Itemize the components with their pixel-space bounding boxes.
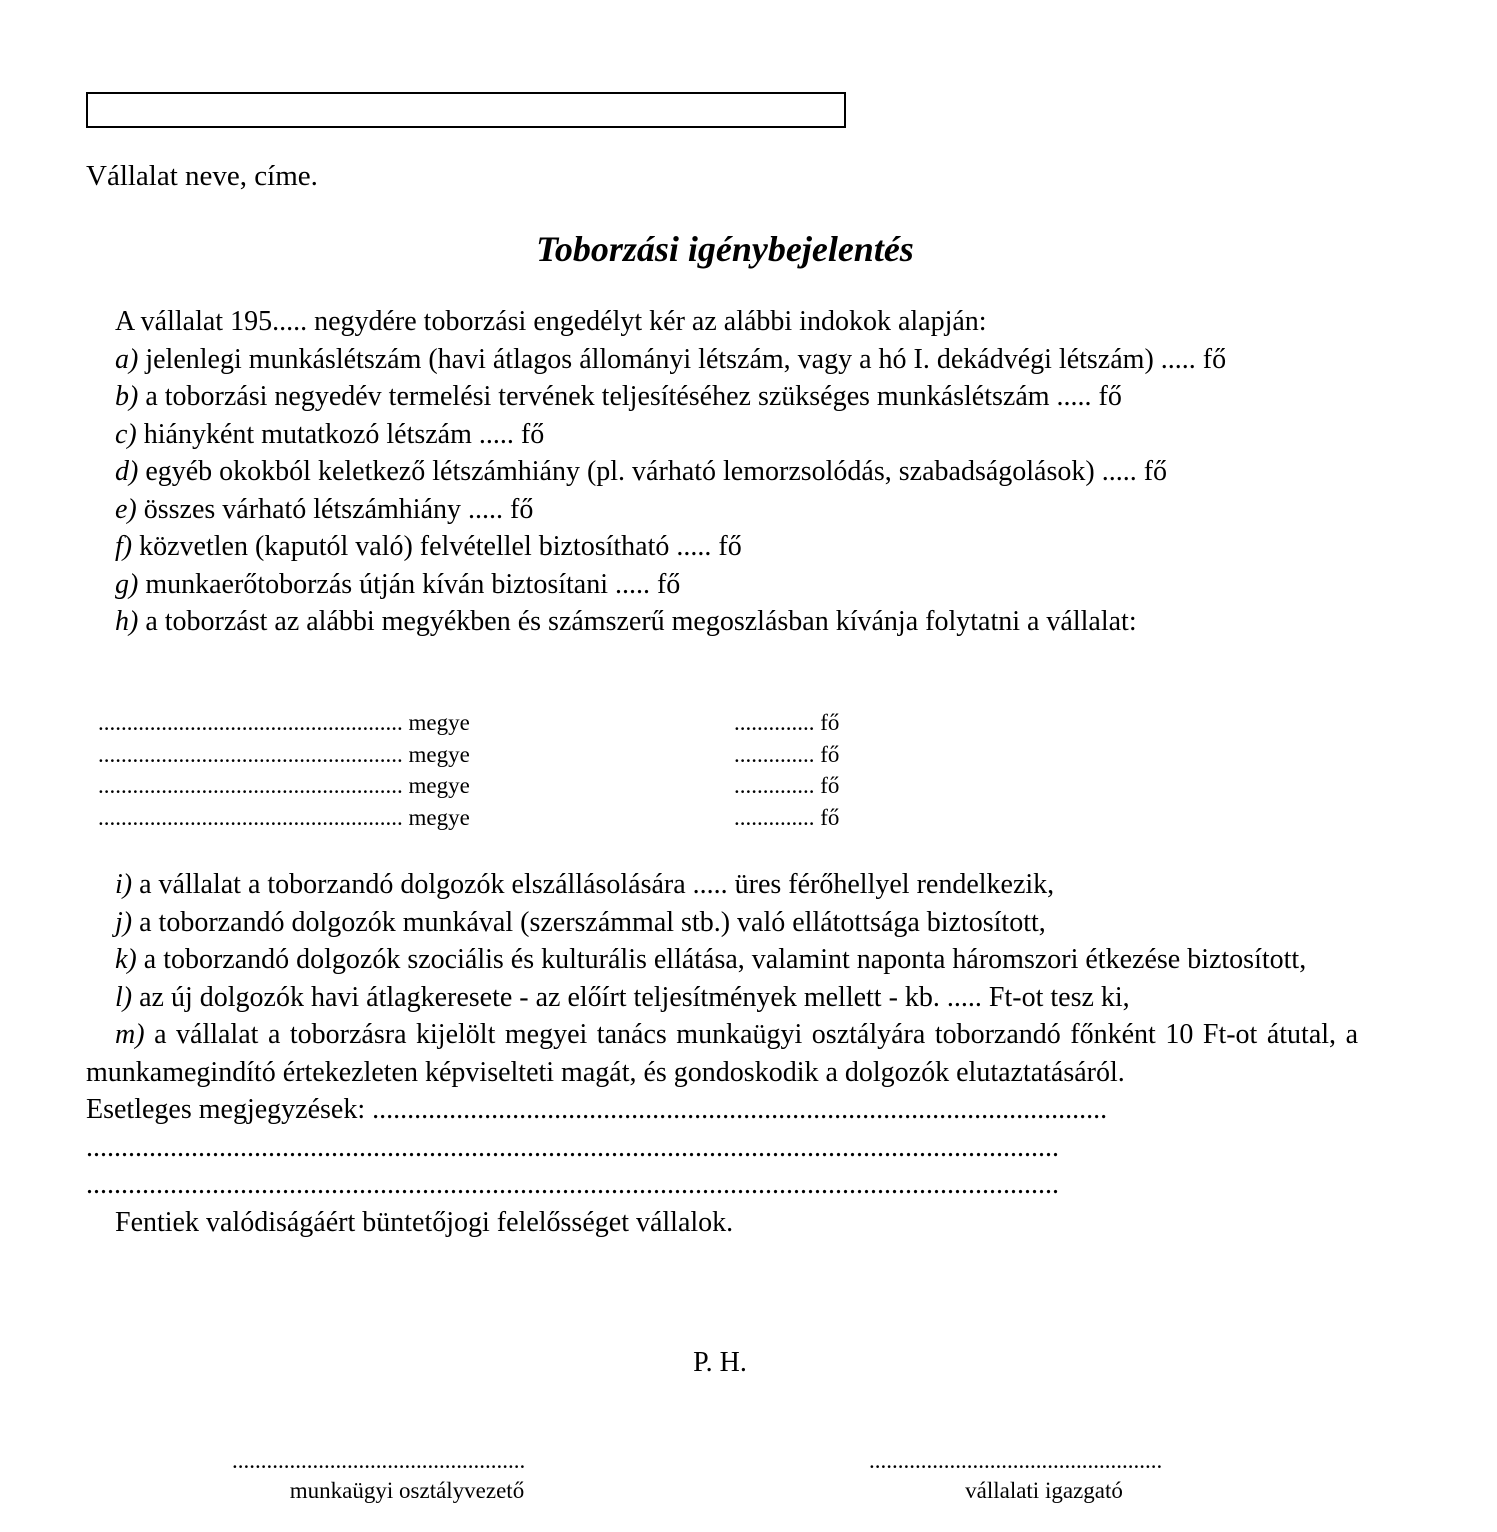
item-letter: e): [115, 493, 137, 525]
item-text: a toborzandó dolgozók szociális és kulturális ellátása, valamint naponta háromszori étkezése biztosított,: [136, 944, 1307, 975]
remarks-label: Esetleges megjegyzések:: [86, 1094, 373, 1125]
item-letter: l): [115, 981, 133, 1013]
item-text: munkaerőtoborzás útján kíván biztosítani ..... fő: [138, 568, 681, 600]
item-h: [86, 603, 1358, 641]
item-letter: g): [115, 568, 139, 600]
item-text: összes várható létszámhiány ..... fő: [136, 493, 534, 525]
signature-label-hr-manager: munkaügyi osztályvezető: [289, 1478, 525, 1503]
item-l: [86, 979, 1358, 1017]
item-text: a toborzási negyedév termelési tervének teljesítéséhez szükséges munkáslétszám ..... fő: [138, 381, 1122, 412]
county-count-field[interactable]: .............. fő: [734, 773, 840, 798]
intro-paragraph: A vállalat 195..... negydére toborzási engedélyt kér az alábbi indokok alapján:: [115, 306, 987, 337]
county-count-field[interactable]: .............. fő: [734, 741, 840, 767]
item-c: [86, 416, 1358, 454]
item-k: [86, 941, 1358, 979]
item-letter: d): [115, 456, 139, 487]
document-title: Toborzási igénybejelentés: [536, 229, 914, 269]
item-g: [86, 566, 1358, 604]
declaration-text: Fentiek valódiságáért büntetőjogi felelősséget vállalok.: [115, 1206, 734, 1238]
item-f: [86, 528, 1358, 566]
item-letter: c): [115, 418, 137, 450]
company-label: Vállalat neve, címe.: [86, 160, 318, 192]
county-count-field[interactable]: .............. fő: [734, 804, 840, 830]
item-letter: h): [115, 606, 139, 637]
item-letter: j): [115, 906, 133, 938]
county-count-field[interactable]: .............. fő: [734, 710, 840, 735]
signature-line-hr-manager[interactable]: ...................................................: [232, 1448, 526, 1473]
remarks-line: [86, 1091, 1358, 1129]
item-text: egyéb okokból keletkező létszámhiány (pl. várható lemorzsolódás, szabadságolások) ..... fő: [138, 456, 1168, 487]
item-text: jelenlegi munkáslétszám (havi átlagos állományi létszám, vagy a hó I. dekádvégi létszám) ..... fő: [138, 343, 1227, 375]
item-letter: f): [115, 531, 133, 562]
signature-line-director[interactable]: ...................................................: [869, 1448, 1163, 1473]
county-name-field[interactable]: ..................................................... megye: [98, 741, 470, 767]
item-e: [86, 491, 1358, 529]
item-text: a toborzást az alábbi megyékben és számszerű megoszlásban kívánja folytatni a vállalat:: [138, 606, 1137, 637]
item-text: közvetlen (kaputól való) felvétellel biztosítható ..... fő: [132, 531, 742, 562]
remarks-field-3[interactable]: ...........................................................................................................................................: [86, 1169, 1059, 1200]
item-letter: m): [115, 1019, 145, 1050]
remarks-field[interactable]: .........................................................................................................: [372, 1094, 1108, 1125]
item-a: [86, 341, 1358, 379]
item-text: hiányként mutatkozó létszám ..... fő: [136, 418, 545, 450]
county-name-field[interactable]: ..................................................... megye: [98, 773, 470, 798]
request-section-bottom: [86, 866, 1358, 1241]
item-m: [86, 1016, 1358, 1091]
item-letter: b): [115, 381, 139, 412]
company-name-field[interactable]: [86, 92, 846, 128]
stamp-placeholder: P. H.: [693, 1347, 747, 1378]
item-text: a vállalat a toborzásra kijelölt megyei tanács munkaügyi osztályára toborzandó főnként 10 Ft-ot átutal, a munkamegindító értekezleten képviselteti magát, és gondoskodik a dolgozók elutaztatásáról.: [86, 1019, 1358, 1088]
item-d: [86, 453, 1358, 491]
county-name-field[interactable]: ..................................................... megye: [98, 710, 470, 735]
item-letter: i): [115, 869, 133, 900]
item-text: a toborzandó dolgozók munkával (szerszámmal stb.) való ellátottsága biztosított,: [132, 906, 1046, 938]
item-b: [86, 378, 1358, 416]
item-j: [86, 904, 1358, 942]
item-i: [86, 866, 1358, 904]
item-text: az új dolgozók havi átlagkeresete - az előírt teljesítmények mellett - kb. ..... Ft-ot tesz ki,: [132, 981, 1130, 1013]
item-text: a vállalat a toborzandó dolgozók elszállásolására ..... üres férőhellyel rendelkezik,: [132, 869, 1055, 900]
request-section-top: [86, 303, 1358, 641]
signature-label-director: vállalati igazgató: [965, 1478, 1123, 1503]
item-letter: k): [115, 944, 137, 975]
county-name-field[interactable]: ..................................................... megye: [98, 804, 470, 830]
remarks-field-2[interactable]: ...........................................................................................................................................: [86, 1131, 1059, 1163]
item-letter: a): [115, 343, 139, 375]
